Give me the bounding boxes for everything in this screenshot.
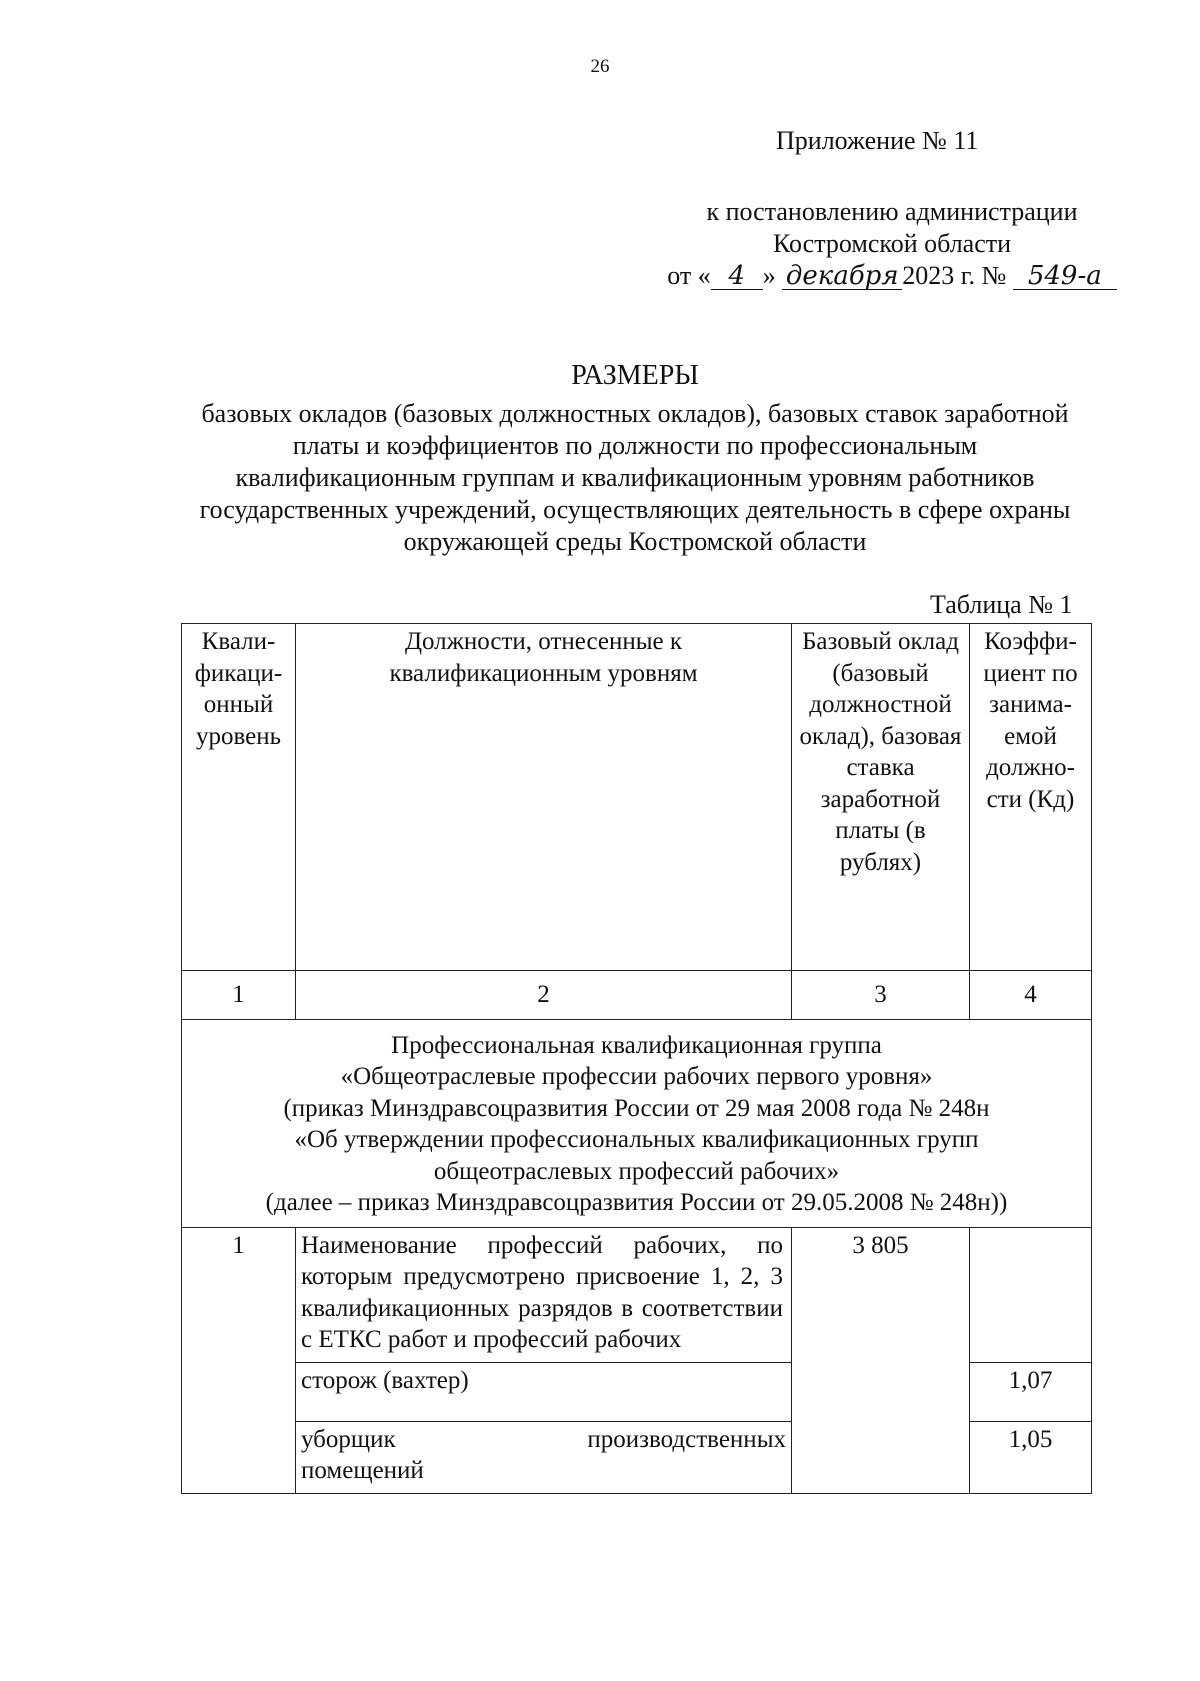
- base-salary-cell: 3 805: [792, 1227, 970, 1493]
- document-subtitle: базовых окладов (базовых должностных окладов), базовых ставок заработной платы и коэффициентов по должности по профессиональным квалификационным группам и квалификационным уровням работников государственных учреждений, осуществляющих деятельность в сфере охраны окружающей среды Костромской области: [199, 399, 1071, 556]
- group-line: (приказ Минздравсоцразвития России от 29 мая 2008 года № 248н: [283, 1094, 990, 1122]
- qualification-group-row: [182, 1019, 1092, 1227]
- position-name-part: помещений: [301, 1457, 424, 1484]
- header-base-salary: Базовый оклад (базовый должностной оклад), базовая ставка заработной платы (в рублях): [792, 624, 970, 971]
- position-name-line: [301, 1424, 786, 1456]
- qualification-level-cell: 1: [182, 1227, 296, 1493]
- page-number: 26: [590, 56, 610, 77]
- header-coefficient: Коэффи-циент по занима-емой должно-сти (Кд): [970, 624, 1092, 971]
- column-number: 4: [970, 971, 1092, 1020]
- group-line: «Общеотраслевые профессии рабочих первого уровня»: [340, 1063, 933, 1090]
- document-title: РАЗМЕРЫ: [571, 360, 699, 391]
- header-positions: Должности, отнесенные к квалификационным уровням: [296, 624, 792, 971]
- qualification-group-title: [182, 1019, 1092, 1227]
- position-name-cell: [296, 1421, 792, 1493]
- coefficient-cell: 1,07: [970, 1362, 1092, 1421]
- handwritten-decree-number: 549-а: [1013, 263, 1117, 290]
- handwritten-day: 4: [711, 263, 763, 290]
- date-year: 2023 г. №: [902, 261, 1007, 290]
- group-line: Профессиональная квалификационная группа: [391, 1031, 882, 1059]
- table-caption: Таблица № 1: [930, 590, 1073, 619]
- appendix-label: Приложение № 11: [776, 126, 979, 155]
- header-qualification-level: Квали-фикаци-онный уровень: [182, 624, 296, 971]
- decree-date-line: [662, 260, 1122, 292]
- decree-line-1: к постановлению администрации: [706, 197, 1078, 226]
- table-header-row: [182, 624, 1092, 971]
- date-mid: »: [762, 261, 776, 290]
- decree-reference: [662, 196, 1122, 292]
- position-name-part: производственных: [587, 1425, 786, 1453]
- column-number: 3: [792, 971, 970, 1020]
- group-line: общеотраслевых профессий рабочих»: [433, 1157, 840, 1185]
- position-name-part: уборщик: [301, 1425, 396, 1453]
- coefficient-cell: 1,05: [970, 1421, 1092, 1493]
- coefficient-cell-empty: [970, 1227, 1092, 1362]
- position-name-cell: сторож (вахтер): [296, 1362, 792, 1421]
- column-number: 1: [182, 971, 296, 1020]
- handwritten-month: декабря: [782, 263, 902, 290]
- column-number: 2: [296, 971, 792, 1020]
- group-line: (далее – приказ Минздравсоцразвития России от 29.05.2008 № 248н)): [265, 1189, 1008, 1216]
- profession-description-cell: Наименование профессий рабочих, по которым предусмотрено присвоение 1, 2, 3 квалификационных разрядов в соответствии с ЕТКС работ и профессий рабочих: [296, 1227, 792, 1362]
- decree-line-2: Костромской области: [772, 229, 1012, 258]
- column-number-row: [182, 971, 1092, 1020]
- group-line: «Об утверждении профессиональных квалификационных групп: [294, 1126, 979, 1153]
- salary-table: [181, 623, 1092, 1494]
- table-row: [182, 1227, 1092, 1362]
- date-prefix: от «: [667, 261, 711, 290]
